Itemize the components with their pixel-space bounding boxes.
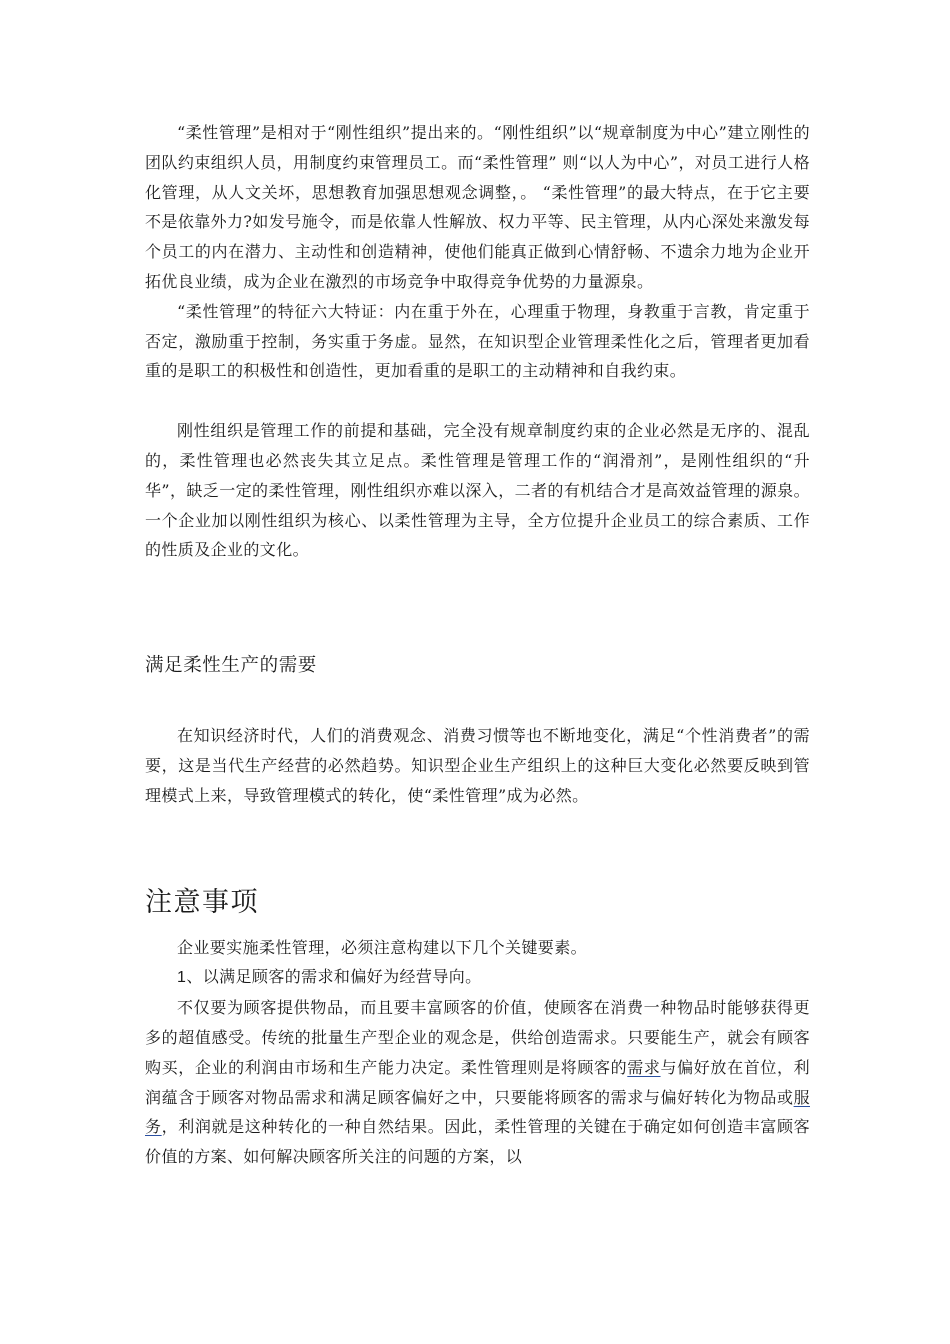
paragraph-text: ，利润就是这种转化的一种自然结果。因此，柔性管理的关键在于确定如何创造丰富顾客价值的方案、如何解决顾客所关注的问题的方案，以: [145, 1117, 810, 1167]
list-item-1: [145, 962, 810, 993]
paragraph-text: 不仅要为顾客提供物品，而且要丰富顾客的价值，使顾客在消费一种物品时能够获得更多的超值感受。传统的批量生产型企业的观念是，供给创造需求。只要能生产，就会有顾客购买，企业的利润由市场和生产能力决定。柔性管理则是将顾客的: [145, 998, 810, 1077]
list-item-number: 1: [177, 969, 187, 987]
link-demand[interactable]: 需求: [627, 1057, 661, 1077]
link-service[interactable]: 服务: [145, 1087, 810, 1137]
spacer: [145, 811, 810, 881]
list-item-text: 、以满足顾客的需求和偏好为经营导向。: [186, 967, 482, 987]
document-page: [145, 118, 810, 1172]
paragraph-rigid-foundation: 刚性组织是管理工作的前提和基础，完全没有规章制度约束的企业必然是无序的、混乱的，柔性管理也必然丧失其立足点。柔性管理是管理工作的“润滑剂”，是刚性组织的“升华”，缺乏一定的柔性管理，刚性组织亦难以深入，二者的有机结合才是高效益管理的源泉。一个企业加以刚性组织为核心、以柔性管理为主导，全方位提升企业员工的综合素质、工作的性质及企业的文化。: [145, 421, 810, 560]
paragraph-knowledge-economy: 在知识经济时代，人们的消费观念、消费习惯等也不断地变化，满足“个性消费者”的需要，这是当代生产经营的必然趋势。知识型企业生产组织上的这种巨大变化必然要反映到管理模式上来，导致管理模式的转化，使“柔性管理”成为必然。: [145, 726, 810, 805]
section-heading-notes: 注意事项: [145, 886, 259, 918]
paragraph-text: 与偏好放在首位，利润蕴含于顾客对物品需求和满足顾客偏好之中，只要能将顾客的需求与偏好转化为物品或: [145, 1057, 810, 1107]
spacer: [145, 565, 810, 651]
spacer: [145, 681, 810, 721]
section-heading-flexible-production: 满足柔性生产的需要: [145, 655, 317, 677]
paragraph-flexible-vs-rigid: “柔性管理”是相对于“刚性组织”提出来的。“刚性组织”以“规章制度为中心”建立刚性的团队约束组织人员，用制度约束管理员工。而“柔性管理” 则“以人为中心”，对员工进行人格化管理，从人文关坏，思想教育加强思想观念调整，。 “柔性管理”的最大特点，在于它主要不是依靠外力?如发号施令，而是依靠人性解放、权力平等、民主管理，从内心深处来激发每个员工的内在潜力、主动性和创造精神，使他们能真正做到心情舒畅、不遗余力地为企业开拓优良业绩，成为企业在激烈的市场竞争中取得竞争优势的力量源泉。: [145, 123, 810, 291]
paragraph-key-elements-intro: 企业要实施柔性管理，必须注意构建以下几个关键要素。: [177, 937, 588, 957]
paragraph-customer-value: [145, 993, 810, 1172]
spacer: [145, 386, 810, 416]
paragraph-six-features: “柔性管理”的特征六大特证：内在重于外在，心理重于物理，身教重于言教，肯定重于否定，激励重于控制，务实重于务虚。显然，在知识型企业管理柔性化之后，管理者更加看重的是职工的积极性和创造性，更加看重的是职工的主动精神和自我约束。: [145, 301, 810, 381]
